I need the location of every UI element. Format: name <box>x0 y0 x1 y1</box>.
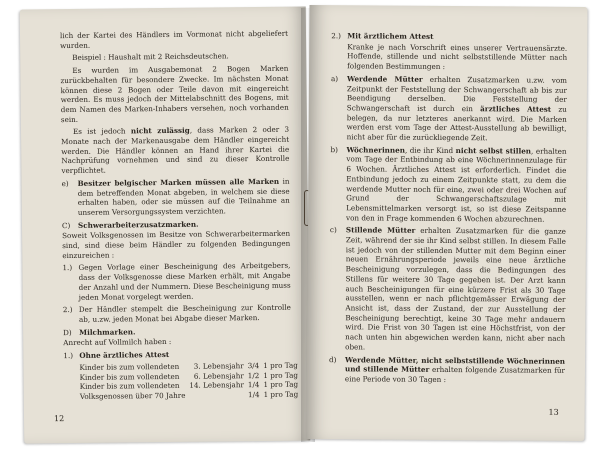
subheading-title: Ohne ärztliches Attest <box>79 350 170 360</box>
paragraph <box>61 125 289 176</box>
bold-text: Wöchnerinnen <box>346 145 405 155</box>
rate-age: 3. Lebensjahr <box>193 360 244 371</box>
bold-text: Werdende Mütter <box>346 74 423 84</box>
rate-label: Kinder bis zum vollendeten <box>79 361 180 372</box>
item-marker: e) <box>61 178 69 188</box>
item-marker: 1.) <box>63 351 74 361</box>
bold-text: müssen alle Marken <box>195 176 280 187</box>
table-row <box>80 389 302 401</box>
subheading <box>63 349 291 361</box>
rate-unit: 1 pro Tag <box>263 389 299 399</box>
text-span: , die ihr Kind <box>404 145 456 155</box>
left-page-text <box>59 28 299 402</box>
paragraph: Es wurden im Ausgabemonat 2 Bogen Marken zurückbehalten für besondere Zwecke. Im nächsten Monat können diese 2 Bogen oder Teile davon mit eingereicht werden. Es muss jedoch der Mittelabschnitt des Bogens, mit dem Namen des Marken-Inhabers versehen, noch vorhanden sein. <box>60 63 289 124</box>
right-page <box>306 5 587 441</box>
list-item-c <box>329 226 566 354</box>
list-item-b <box>330 145 567 224</box>
page-number: 13 <box>548 407 559 417</box>
text-span: Der Händler stempelt die Bescheinigung zur Kontrolle ab, u.zw. jeden Monat bei Abgabe dieser Marken. <box>78 302 291 324</box>
paragraph: Kranke je nach Vorschrift eines unserer Vertrauensärzte. Hoffende, stillende und nicht selbststillende Mütter nach folgenden Bestimmungen : <box>347 42 568 72</box>
list-item-e <box>62 177 290 218</box>
section-title: Milchmarken. <box>79 327 136 337</box>
item-marker: c) <box>329 225 337 235</box>
rate-amount: 3/4 <box>247 360 260 370</box>
text-span: Gegen Vorlage einer Bescheinigung des Arbeitgebers, dass der Volksgenosse diese Marken erhält, mit Angabe der Anzahl und der Nummern. Diese Bescheinigung muss jeden Monat vorgelegt werden. <box>78 261 291 302</box>
rate-label: Kinder bis zum vollendeten <box>79 381 180 392</box>
section-marker: D) <box>63 327 72 337</box>
text-span: , erhalten vom Tage der Entbindung ab eine Wöchnerinnenzulage für 6 Wochen. Ärztliches Attest ist erforderlich. Findet die Entbindung jedoch zu einem Zeitpunkte statt, zu dem die werdende Mutter noch für eine, zwei oder drei Wochen auf Grund der Schwangerschaftszulage mit Lebensmittelmarken versorgt ist, so ist diese Zeitspanne von den in Frage kommenden 6 Wochen abzurechnen. <box>346 146 567 224</box>
example-line: Beispiel : Haushalt mit 2 Reichsdeutschen. <box>72 51 229 63</box>
subheading <box>331 31 567 42</box>
item-marker: 2.) <box>331 31 342 41</box>
paragraph: Soweit Volksgenossen im Besitze von Schwerarbeitermarken sind, sind diese beim Händler zu folgenden Bedingungen einzureichen : <box>62 229 291 260</box>
text-span: erhalten Zusatzmarken u.zw. vom Zeitpunkt der Feststellung der Schwangerschaft ab bis zur Beendigung derselben. Die Feststellung der Schwangerschaft ist durch ein <box>346 74 568 114</box>
rate-unit: 1 pro Tag <box>263 360 298 370</box>
paragraph: lich der Kartei des Händlers im Vormonat nicht abgeliefert wurden. <box>59 28 289 50</box>
text-span: in dem betreffenden Monat abgeben, in welchem sie diese erhalten haben, oder sie müssen auf die Teilnahme an unserem Versorgungssystem verzichten. <box>77 176 290 217</box>
text-span: zu belegen, da nur letzteres anerkannt wird. Die Marken werden erst vom Tage der Attest-Ausstellung ab bewilligt, nicht aber für die zurückliegende Zeit. <box>346 104 567 143</box>
milk-rates-table <box>79 360 302 401</box>
section-marker: C) <box>61 220 71 230</box>
rate-label: Volksgenossen über 70 Jahre <box>79 390 186 401</box>
section-title: Schwerarbeiterzusatzmarken. <box>77 219 199 230</box>
bold-text: Werdende Mütter, nicht selbststillende Wöchnerinnen und stillende Mütter <box>344 354 566 375</box>
rate-age: 6. Lebensjahr <box>193 370 244 381</box>
text-span: erhalten folgende Zusatzmarken für eine Periode von 30 Tagen : <box>344 365 566 384</box>
bold-text: Stillende Mütter <box>345 225 416 236</box>
paragraph: Anrecht auf Vollmilch haben : <box>63 337 172 348</box>
rate-amount: 1/4 <box>247 380 260 390</box>
bold-text: Besitzer belgischer Marken <box>77 177 196 188</box>
rate-unit: 1 pro Tag <box>263 370 299 380</box>
item-marker: 2.) <box>62 305 73 315</box>
rate-age: 14. Lebensjahr <box>189 380 244 390</box>
list-item <box>62 261 290 302</box>
page-number: 12 <box>53 414 65 424</box>
text-span: Es ist jedoch <box>72 126 131 137</box>
rate-amount: 1/2 <box>247 370 260 380</box>
rate-age <box>189 390 248 400</box>
left-page <box>20 7 311 444</box>
right-page-text <box>329 29 567 388</box>
bold-text: ärztliches Attest <box>480 104 552 114</box>
subheading-title: Mit ärztlichem Attest <box>347 31 434 41</box>
list-item <box>63 303 291 325</box>
list-item-d <box>329 355 565 386</box>
rate-unit: 1 pro Tag <box>263 379 299 390</box>
bold-text: nicht selbst stillen <box>455 145 532 156</box>
text-span: erhalten Zusatzmarken für die ganze Zeit, während der sie ihr Kind selbst stillen. In diesem Falle ist jedoch von der stillenden Mutter mit dem Beginn einer neuen Ernährungsperiode jeweils eine neue ärztliche Bescheinigung vorzulegen, dass die Bedingungen des Stillens für weitere 30 Tage gegeben ist. Der Arzt kann auch Bescheinigungen für eine kürzere Frist als 30 Tage ausstellen, wenn er nach pflichtgemässer Erwägung der Ansicht ist, dass der Zustand, der zur Ausstellung der Bescheinigung berechtigt, keine 30 Tage mehr andauern wird. Die Frist von 30 Tagen ist eine Höchstfrist, von der nach unten hin abgewichen werden kann, nicht aber nach oben. <box>345 226 566 352</box>
item-marker: d) <box>329 354 337 364</box>
list-item-a <box>331 74 567 144</box>
item-marker: b) <box>330 144 338 154</box>
item-marker: 1.) <box>62 263 73 273</box>
text-span: , dass Marken 2 oder 3 Monate nach der Markenausgabe dem Händler eingereicht werden. Die Händler können an Hand ihrer Kartei die Nachprüfung vornehmen und sind zu dieser Kontrolle verpflichtet. <box>61 125 290 176</box>
rate-label: Kinder bis zum vollendeten <box>79 371 180 382</box>
rate-amount: 1/4 <box>247 389 260 400</box>
item-marker: a) <box>330 73 339 84</box>
bold-text: nicht zulässig <box>130 126 190 136</box>
